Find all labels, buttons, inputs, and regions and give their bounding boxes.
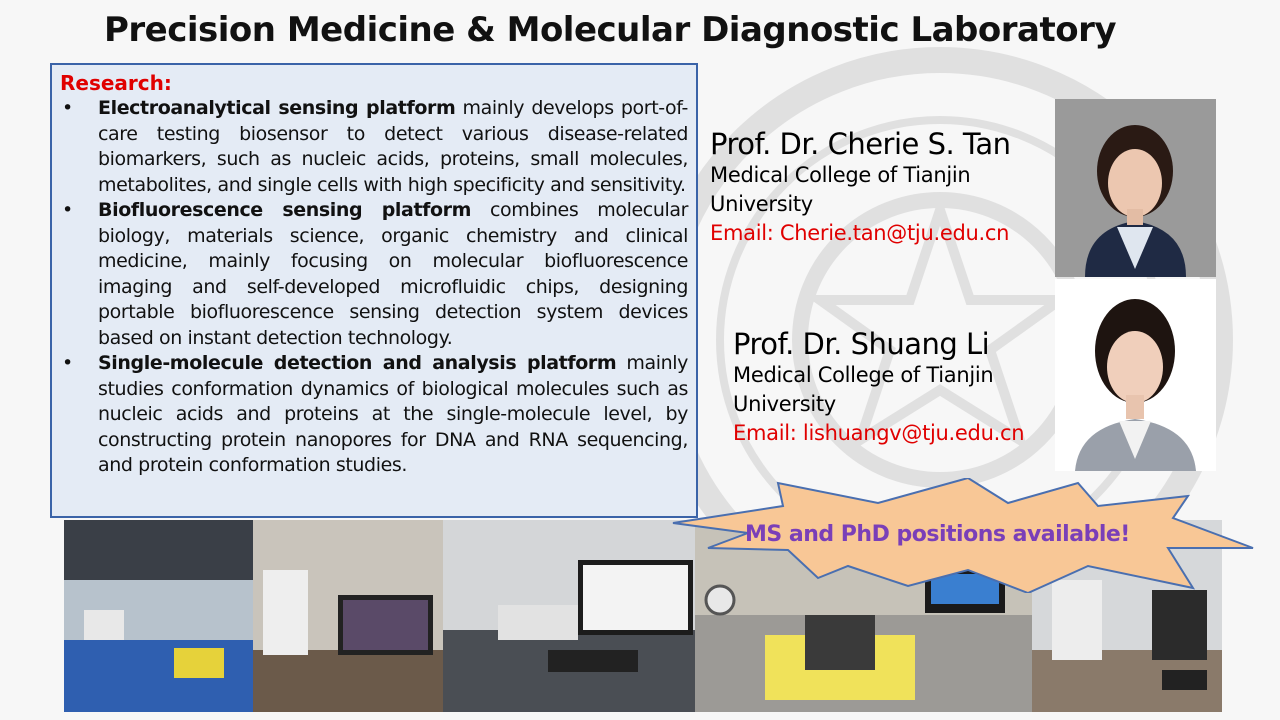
lab-photo bbox=[253, 520, 443, 712]
research-item-text: mainly studies conformation dynamics of biological molecules such as nucleic acids and proteins at the single-molecule level, by constructing protein nanopores for DNA and RNA sequencing, and protein conformation studies. bbox=[98, 352, 688, 476]
prof-affiliation: Medical College of Tianjin bbox=[733, 363, 994, 387]
portrait-photo-li bbox=[1055, 279, 1216, 471]
prof-affiliation: Medical College of Tianjin bbox=[710, 163, 971, 187]
research-item-text: mainly develops port-of-care testing biosensor to detect various disease-related biomarkers, such as nucleic acids, proteins, small molecules, metabolites, and single cells with high specificity and sensitivity. bbox=[98, 97, 688, 196]
bullet-icon: • bbox=[62, 199, 73, 221]
prof-card-li bbox=[733, 327, 1024, 448]
research-item-text: combines molecular biology, materials science, organic chemistry and clinical medicine, mainly focusing on molecular biofluorescence imaging and self-developed microfluidic chips, designing portable biofluorescence sensing detection system devices based on instant detection technology. bbox=[98, 199, 688, 349]
research-item-title: Single-molecule detection and analysis platform bbox=[98, 352, 617, 374]
research-heading: Research: bbox=[60, 71, 172, 95]
bullet-icon: • bbox=[62, 352, 73, 374]
prof-affiliation: University bbox=[710, 192, 813, 216]
portrait-photo-tan bbox=[1055, 99, 1216, 277]
research-item bbox=[60, 198, 688, 351]
research-item-title: Biofluorescence sensing platform bbox=[98, 199, 472, 221]
prof-name: Prof. Dr. Cherie S. Tan bbox=[710, 127, 1011, 161]
prof-email[interactable]: Email: Cherie.tan@tju.edu.cn bbox=[710, 221, 1010, 245]
research-list bbox=[60, 96, 688, 479]
prof-affiliation: University bbox=[733, 392, 836, 416]
research-item bbox=[60, 96, 688, 198]
lab-photo bbox=[443, 520, 695, 712]
research-panel bbox=[50, 63, 698, 518]
prof-name: Prof. Dr. Shuang Li bbox=[733, 327, 990, 361]
research-item-title: Electroanalytical sensing platform bbox=[98, 97, 456, 119]
prof-card-tan bbox=[710, 127, 1011, 248]
bullet-icon: • bbox=[62, 97, 73, 119]
page-title: Precision Medicine & Molecular Diagnostic Laboratory bbox=[103, 10, 1116, 50]
positions-callout: MS and PhD positions available! bbox=[745, 522, 1130, 547]
research-item bbox=[60, 351, 688, 479]
lab-photo bbox=[64, 520, 253, 712]
prof-email[interactable]: Email: lishuangv@tju.edu.cn bbox=[733, 421, 1025, 445]
